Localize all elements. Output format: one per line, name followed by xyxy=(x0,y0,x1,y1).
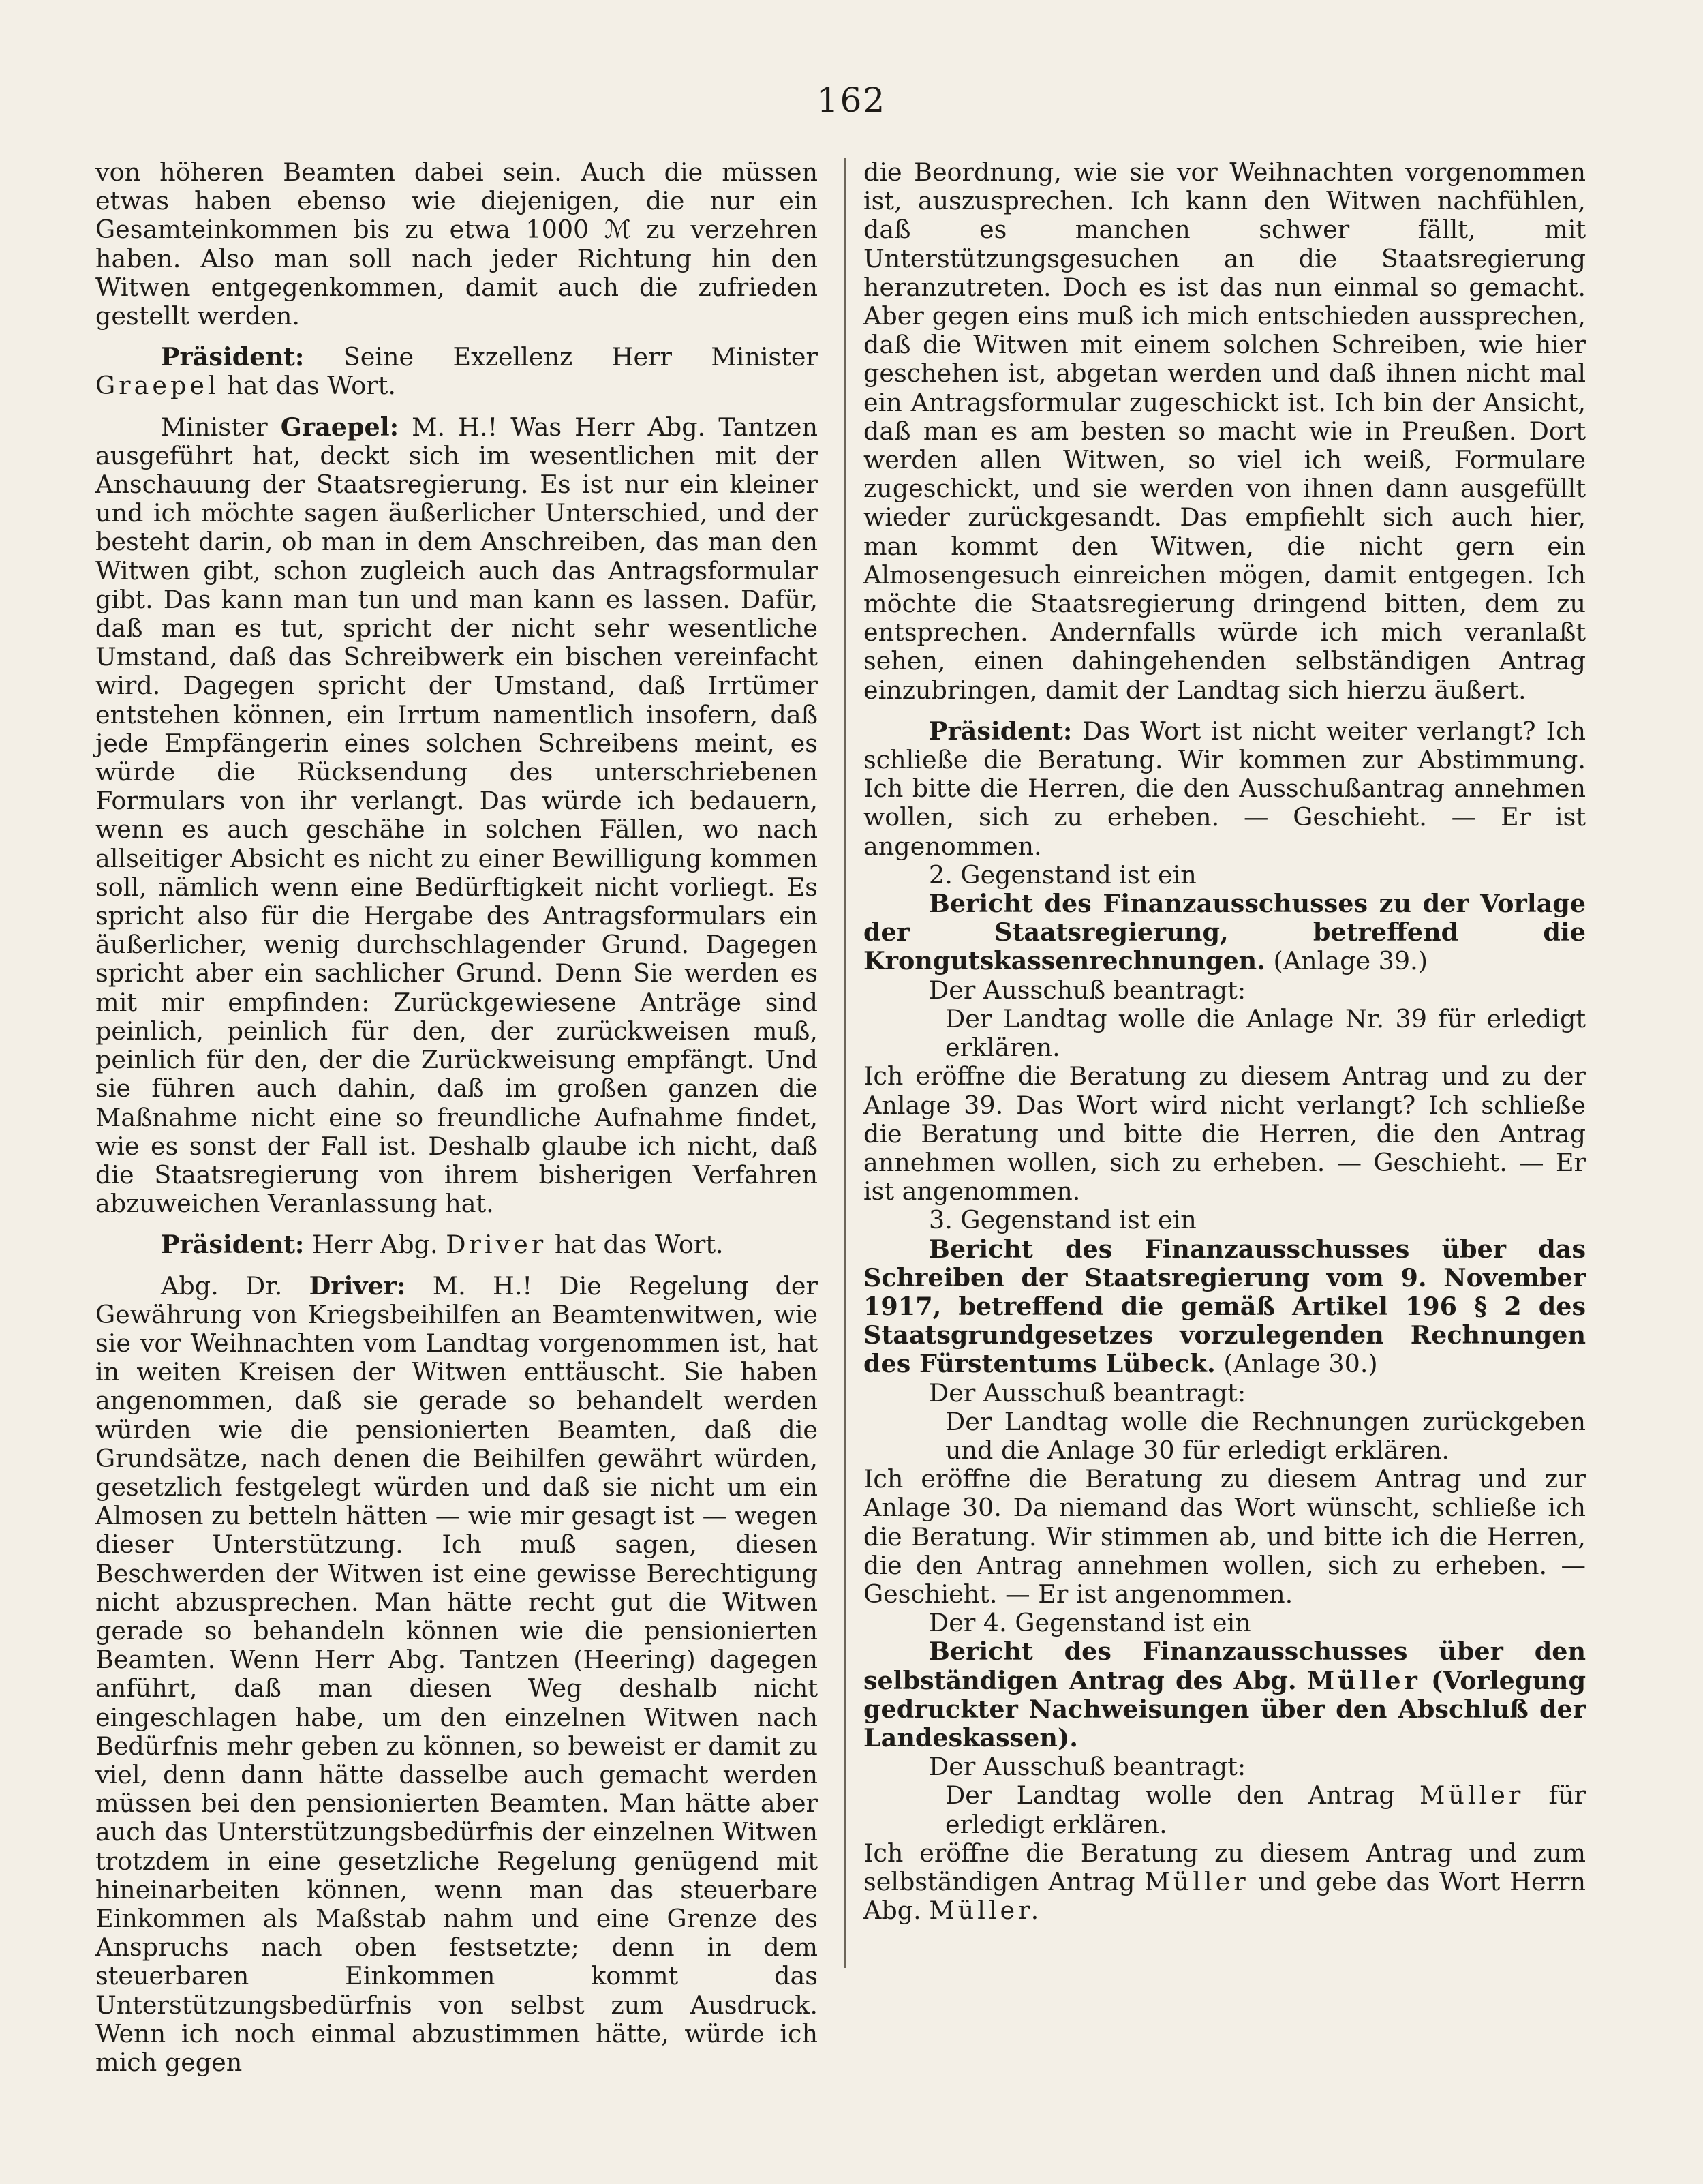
paragraph: Präsident: Das Wort ist nicht weiter verlangt? Ich schließe die Beratung. Wir kommen zur Abstimmung. Ich bitte die Herren, die den Ausschußantrag annehmen wollen, sich zu erheben. — Geschieht. — Er ist angenommen. xyxy=(863,716,1586,861)
speaker-label: Driver: xyxy=(309,1271,406,1301)
agenda-item-intro: 2. Gegenstand ist ein xyxy=(929,860,1197,890)
committee-motion: Der Landtag wolle den Antrag Müller für erledigt erklären. xyxy=(945,1780,1586,1839)
committee-label: Der Ausschuß beantragt: xyxy=(929,975,1246,1005)
paragraph: die Beordnung, wie sie vor Weihnachten vorgenommen ist, auszusprechen. Ich kann den Witwen nachfühlen, daß es manchen schwer fällt, mit Unterstützungsgesuchen an die Staatsregierung heranzutreten. Doch es ist das nun einmal so gemacht. Aber gegen eins muß ich mich entschieden aussprechen, daß die Witwen mit einem solchen Schreiben, wie hier geschehen ist, abgetan werden und daß ihnen nicht mal ein Antragsformular zugeschickt ist. Ich bin der Ansicht, daß man es am besten so macht wie in Preußen. Dort werden allen Witwen, so viel ich weiß, Formulare zugeschickt, und sie werden von ihnen dann ausgefüllt wieder zurückgesandt. Das empfiehlt sich auch hier, man kommt den Witwen, die nicht gern ein Almosengesuch einreichen mögen, damit entgegen. Ich möchte die Staatsregierung dringend bitten, dem zu entsprechen. Andernfalls würde ich mich veranlaßt sehen, einen dahingehenden selbständigen Antrag einzubringen, damit der Landtag sich hierzu äußert. xyxy=(863,157,1586,705)
left-column xyxy=(95,158,818,2077)
page-number: 162 xyxy=(816,80,887,120)
committee-label: Der Ausschuß beantragt: xyxy=(929,1378,1246,1408)
committee-label: Der Ausschuß beantragt: xyxy=(929,1752,1246,1782)
column-divider xyxy=(844,158,846,1968)
agenda-item-title: Bericht des Finanzausschusses über den selbständigen Antrag des Abg. Müller (Vorlegung gedruckter Nachweisungen über den Abschluß der Landeskassen). xyxy=(863,1637,1586,1753)
paragraph: Präsident: Herr Abg. Driver hat das Wort. xyxy=(161,1230,724,1260)
speaker-label: Präsident: xyxy=(929,716,1073,746)
agenda-item-intro: 3. Gegenstand ist ein xyxy=(929,1205,1197,1235)
agenda-item-intro: Der 4. Gegenstand ist ein xyxy=(929,1608,1251,1638)
paragraph: Präsident: Seine Exzellenz Herr Minister Graepel hat das Wort. xyxy=(95,342,818,401)
speaker-name: Graepel xyxy=(95,371,219,401)
paragraph: Minister Graepel: M. H.! Was Herr Abg. Tantzen ausgeführt hat, deckt sich im wesentlichen mit der Anschauung der Staatsregierung. Es ist nur ein kleiner und ich möchte sagen äußerlicher Unterschied, und der besteht darin, ob man in dem Anschreiben, das man den Witwen gibt, schon zugleich auch das Antragsformular gibt. Das kann man tun und man kann es lassen. Dafür, daß man es tut, spricht der nicht sehr wesentliche Umstand, daß das Schreibwerk ein bischen vereinfacht wird. Dagegen spricht der Umstand, daß Irrtümer entstehen können, ein Irrtum namentlich insofern, daß jede Empfängerin eines solchen Schreibens meint, es würde die Rücksendung des unterschriebenen Formulars von ihr verlangt. Das würde ich bedauern, wenn es auch geschähe in solchen Fällen, wo nach allseitiger Absicht es nicht zu einer Bewilligung kommen soll, nämlich wenn eine Bedürftigkeit nicht vorliegt. Es spricht also für die Hergabe des Antragsformulars ein äußerlicher, wenig durchschlagender Grund. Dagegen spricht aber ein sachlicher Grund. Denn Sie werden es mit mir empfinden: Zurückgewiesene Anträge sind peinlich, peinlich für den, der zurückweisen muß, peinlich für den, der die Zurückweisung empfängt. Und sie führen auch dahin, daß im großen ganzen die Maßnahme nicht eine so freundliche Aufnahme findet, wie es sonst der Fall ist. Deshalb glaube ich nicht, daß die Staatsregierung von ihrem bisherigen Verfahren abzuweichen Veranlassung hat. xyxy=(95,412,818,1219)
agenda-item-title: Bericht des Finanzausschusses über das Schreiben der Staatsregierung vom 9. November 1917, betreffend die gemäß Artikel 196 § 2 des Staatsgrundgesetzes vorzulegenden Rechnungen des Fürstentums Lübeck. (Anlage 30.) xyxy=(863,1234,1586,1379)
speaker-label: Präsident: xyxy=(161,342,305,372)
agenda-item-title: Bericht des Finanzausschusses zu der Vorlage der Staatsregierung, betreffend die Krongutskassenrechnungen. (Anlage 39.) xyxy=(863,889,1586,976)
paragraph: Ich eröffne die Beratung zu diesem Antrag und zu der Anlage 39. Das Wort wird nicht verlangt? Ich schließe die Beratung und bitte die Herren, die den Antrag annehmen wollen, sich zu erheben. — Geschieht. — Er ist angenommen. xyxy=(863,1061,1586,1207)
paragraph: Abg. Dr. Driver: M. H.! Die Regelung der Gewährung von Kriegsbeihilfen an Beamtenwitwen, wie sie vor Weihnachten vom Landtag vorgenommen ist, hat in weiten Kreisen der Witwen enttäuscht. Sie haben angenommen, daß sie gerade so behandelt werden würden wie die pensionierten Beamten, daß die Grundsätze, nach denen die Beihilfen gewährt würden, gesetzlich festgelegt würden und daß sie nicht um ein Almosen zu betteln hätten — wie mir gesagt ist — wegen dieser Unterstützung. Ich muß sagen, diesen Beschwerden der Witwen ist eine gewisse Berechtigung nicht abzusprechen. Man hätte recht gut die Witwen gerade so behandeln können wie die pensionierten Beamten. Wenn Herr Abg. Tantzen (Heering) dagegen anführt, daß man diesen Weg deshalb nicht eingeschlagen habe, um den einzelnen Witwen nach Bedürfnis mehr geben zu können, so beweist er damit zu viel, denn dann hätte dasselbe auch gemacht werden müssen bei den pensionierten Beamten. Man hätte aber auch das Unterstützungsbedürfnis der einzelnen Witwen trotzdem in eine gesetzliche Regelung genügend mit hineinarbeiten können, wenn man das steuerbare Einkommen als Maßstab nahm und eine Grenze des Anspruchs nach oben festsetzte; denn in dem steuerbaren Einkommen kommt das Unterstützungsbedürfnis von selbst zum Ausdruck. Wenn ich noch einmal abzustimmen hätte, würde ich mich gegen xyxy=(95,1271,818,2077)
committee-motion: Der Landtag wolle die Rechnungen zurückgeben und die Anlage 30 für erledigt erklären. xyxy=(945,1406,1586,1465)
paragraph: Ich eröffne die Beratung zu diesem Antrag und zur Anlage 30. Da niemand das Wort wünscht, schließe ich die Beratung. Wir stimmen ab, und bitte ich die Herren, die den Antrag annehmen wollen, sich zu erheben. — Geschieht. — Er ist angenommen. xyxy=(863,1464,1586,1609)
speaker-name: Driver xyxy=(446,1230,547,1260)
paragraph: Ich eröffne die Beratung zu diesem Antrag und zum selbständigen Antrag Müller und gebe das Wort Herrn Abg. Müller. xyxy=(863,1838,1586,1926)
paragraph: von höheren Beamten dabei sein. Auch die müssen etwas haben ebenso wie diejenigen, die nur ein Gesamteinkommen bis zu etwa 1000 ℳ zu verzehren haben. Also man soll nach jeder Richtung hin den Witwen entgegenkommen, damit auch die zufrieden gestellt werden. xyxy=(95,157,818,331)
committee-motion: Der Landtag wolle die Anlage Nr. 39 für erledigt erklären. xyxy=(945,1003,1586,1063)
right-column xyxy=(863,158,1586,1925)
speaker-label: Präsident: xyxy=(161,1230,305,1260)
speaker-label: Graepel: xyxy=(280,412,399,442)
